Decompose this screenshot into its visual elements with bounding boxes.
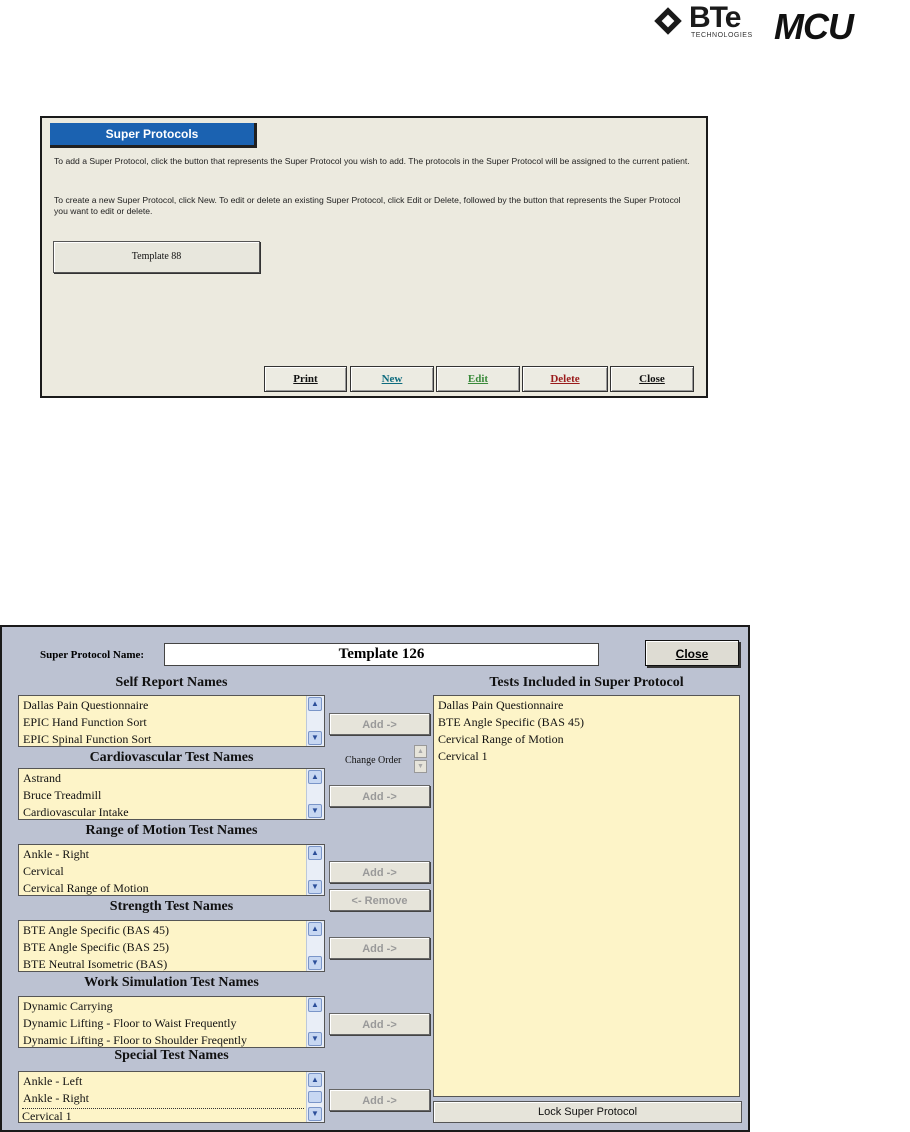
lock-super-protocol-button[interactable]: Lock Super Protocol	[433, 1101, 742, 1123]
list-item[interactable]: Dallas Pain Questionnaire	[23, 698, 149, 712]
section-title-strength: Strength Test Names	[109, 899, 234, 914]
scroll-up-icon[interactable]: ▲	[308, 998, 322, 1012]
scroll-up-icon[interactable]: ▲	[308, 846, 322, 860]
super-protocol-editor-window	[0, 625, 750, 1132]
work-simulation-list[interactable]	[18, 996, 325, 1048]
add-work-simulation-button[interactable]: Add ->	[329, 1013, 430, 1035]
scroll-down-icon[interactable]: ▼	[308, 804, 322, 818]
close-button[interactable]: Close	[610, 366, 694, 392]
super-protocol-name-field[interactable]: Template 126	[164, 643, 599, 666]
list-scrollbar[interactable]	[306, 769, 324, 819]
template-88-button[interactable]: Template 88	[53, 241, 260, 273]
list-scrollbar[interactable]	[306, 845, 324, 895]
order-up-icon[interactable]: ▲	[414, 745, 427, 758]
order-down-icon[interactable]: ▼	[414, 760, 427, 773]
list-scrollbar[interactable]	[306, 1072, 324, 1122]
list-item[interactable]: Cervical Range of Motion	[438, 732, 564, 746]
print-button[interactable]: Print	[264, 366, 347, 392]
add-range-of-motion-button[interactable]: Add ->	[329, 861, 430, 883]
list-scrollbar[interactable]	[306, 921, 324, 971]
strength-list[interactable]	[18, 920, 325, 972]
window-title: Super Protocols	[50, 123, 257, 148]
section-title-range-of-motion: Range of Motion Test Names	[85, 823, 258, 838]
list-item[interactable]: Dynamic Lifting - Floor to Waist Frequently	[23, 1016, 237, 1030]
list-item[interactable]: BTE Neutral Isometric (BAS)	[23, 957, 168, 971]
delete-button[interactable]: Delete	[522, 366, 608, 392]
list-item[interactable]: BTE Angle Specific (BAS 25)	[23, 940, 169, 954]
scroll-down-icon[interactable]: ▼	[308, 1032, 322, 1046]
add-self-report-button[interactable]: Add ->	[329, 713, 430, 735]
list-item[interactable]: Astrand	[23, 771, 61, 785]
list-item[interactable]: Ankle - Left	[23, 1074, 83, 1088]
bte-logo-subtext: TECHNOLOGIES	[691, 32, 753, 39]
list-item[interactable]: Dynamic Lifting - Floor to Shoulder Freqently	[23, 1033, 247, 1047]
super-protocols-window	[40, 116, 708, 398]
change-order-label: Change Order	[345, 755, 402, 766]
list-item[interactable]: BTE Angle Specific (BAS 45)	[438, 715, 584, 729]
self-report-list[interactable]	[18, 695, 325, 747]
list-scrollbar[interactable]	[306, 997, 324, 1047]
section-title-special: Special Test Names	[114, 1048, 229, 1063]
editor-close-button[interactable]: Close	[645, 640, 739, 666]
bte-logo	[655, 3, 765, 41]
included-tests-list[interactable]	[433, 695, 740, 1097]
super-protocol-name-label: Super Protocol Name:	[40, 649, 145, 661]
list-item[interactable]: Cervical 1	[438, 749, 488, 763]
list-scrollbar[interactable]	[306, 696, 324, 746]
list-item-selected[interactable]: Cervical 1	[22, 1108, 304, 1123]
list-item[interactable]: Cervical Range of Motion	[23, 881, 149, 895]
remove-button[interactable]: <- Remove	[329, 889, 430, 911]
bte-logo-text: BTe	[689, 1, 741, 34]
scroll-thumb[interactable]	[308, 1091, 322, 1103]
list-item[interactable]: BTE Angle Specific (BAS 45)	[23, 923, 169, 937]
scroll-down-icon[interactable]: ▼	[308, 956, 322, 970]
section-title-self-report: Self Report Names	[115, 675, 228, 690]
new-button[interactable]: New	[350, 366, 434, 392]
section-title-cardiovascular: Cardiovascular Test Names	[89, 750, 254, 765]
scroll-down-icon[interactable]: ▼	[308, 1107, 322, 1121]
list-item[interactable]: Dallas Pain Questionnaire	[438, 698, 564, 712]
scroll-down-icon[interactable]: ▼	[308, 731, 322, 745]
list-item[interactable]: Cardiovascular Intake	[23, 805, 129, 819]
list-item[interactable]: EPIC Hand Function Sort	[23, 715, 147, 729]
instruction-add: To add a Super Protocol, click the button that represents the Super Protocol you wish to add. The protocols in the Super Protocol will be assigned to the current patient.	[54, 156, 690, 166]
range-of-motion-list[interactable]	[18, 844, 325, 896]
list-item[interactable]: EPIC Spinal Function Sort	[23, 732, 152, 746]
add-special-test-button[interactable]: Add ->	[329, 1089, 430, 1111]
scroll-up-icon[interactable]: ▲	[308, 697, 322, 711]
edit-button[interactable]: Edit	[436, 366, 520, 392]
scroll-down-icon[interactable]: ▼	[308, 880, 322, 894]
scroll-up-icon[interactable]: ▲	[308, 770, 322, 784]
list-item[interactable]: Bruce Treadmill	[23, 788, 102, 802]
add-strength-button[interactable]: Add ->	[329, 937, 430, 959]
section-title-work-simulation: Work Simulation Test Names	[84, 975, 259, 990]
cardiovascular-list[interactable]	[18, 768, 325, 820]
included-tests-title: Tests Included in Super Protocol	[489, 675, 684, 690]
add-cardiovascular-button[interactable]: Add ->	[329, 785, 430, 807]
list-item[interactable]: Ankle - Right	[23, 1091, 89, 1105]
instruction-create: To create a new Super Protocol, click New. To edit or delete an existing Super Protocol, click Edit or Delete, followed by the button that represents the Super Protocol you want to edit or delete.	[54, 195, 681, 216]
list-item[interactable]: Ankle - Right	[23, 847, 89, 861]
scroll-up-icon[interactable]: ▲	[308, 922, 322, 936]
mcu-logo: MCU	[774, 6, 853, 47]
list-item[interactable]: Dynamic Carrying	[23, 999, 113, 1013]
scroll-up-icon[interactable]: ▲	[308, 1073, 322, 1087]
special-test-list[interactable]	[18, 1071, 325, 1123]
bte-diamond-icon	[654, 7, 682, 35]
list-item[interactable]: Cervical	[23, 864, 64, 878]
